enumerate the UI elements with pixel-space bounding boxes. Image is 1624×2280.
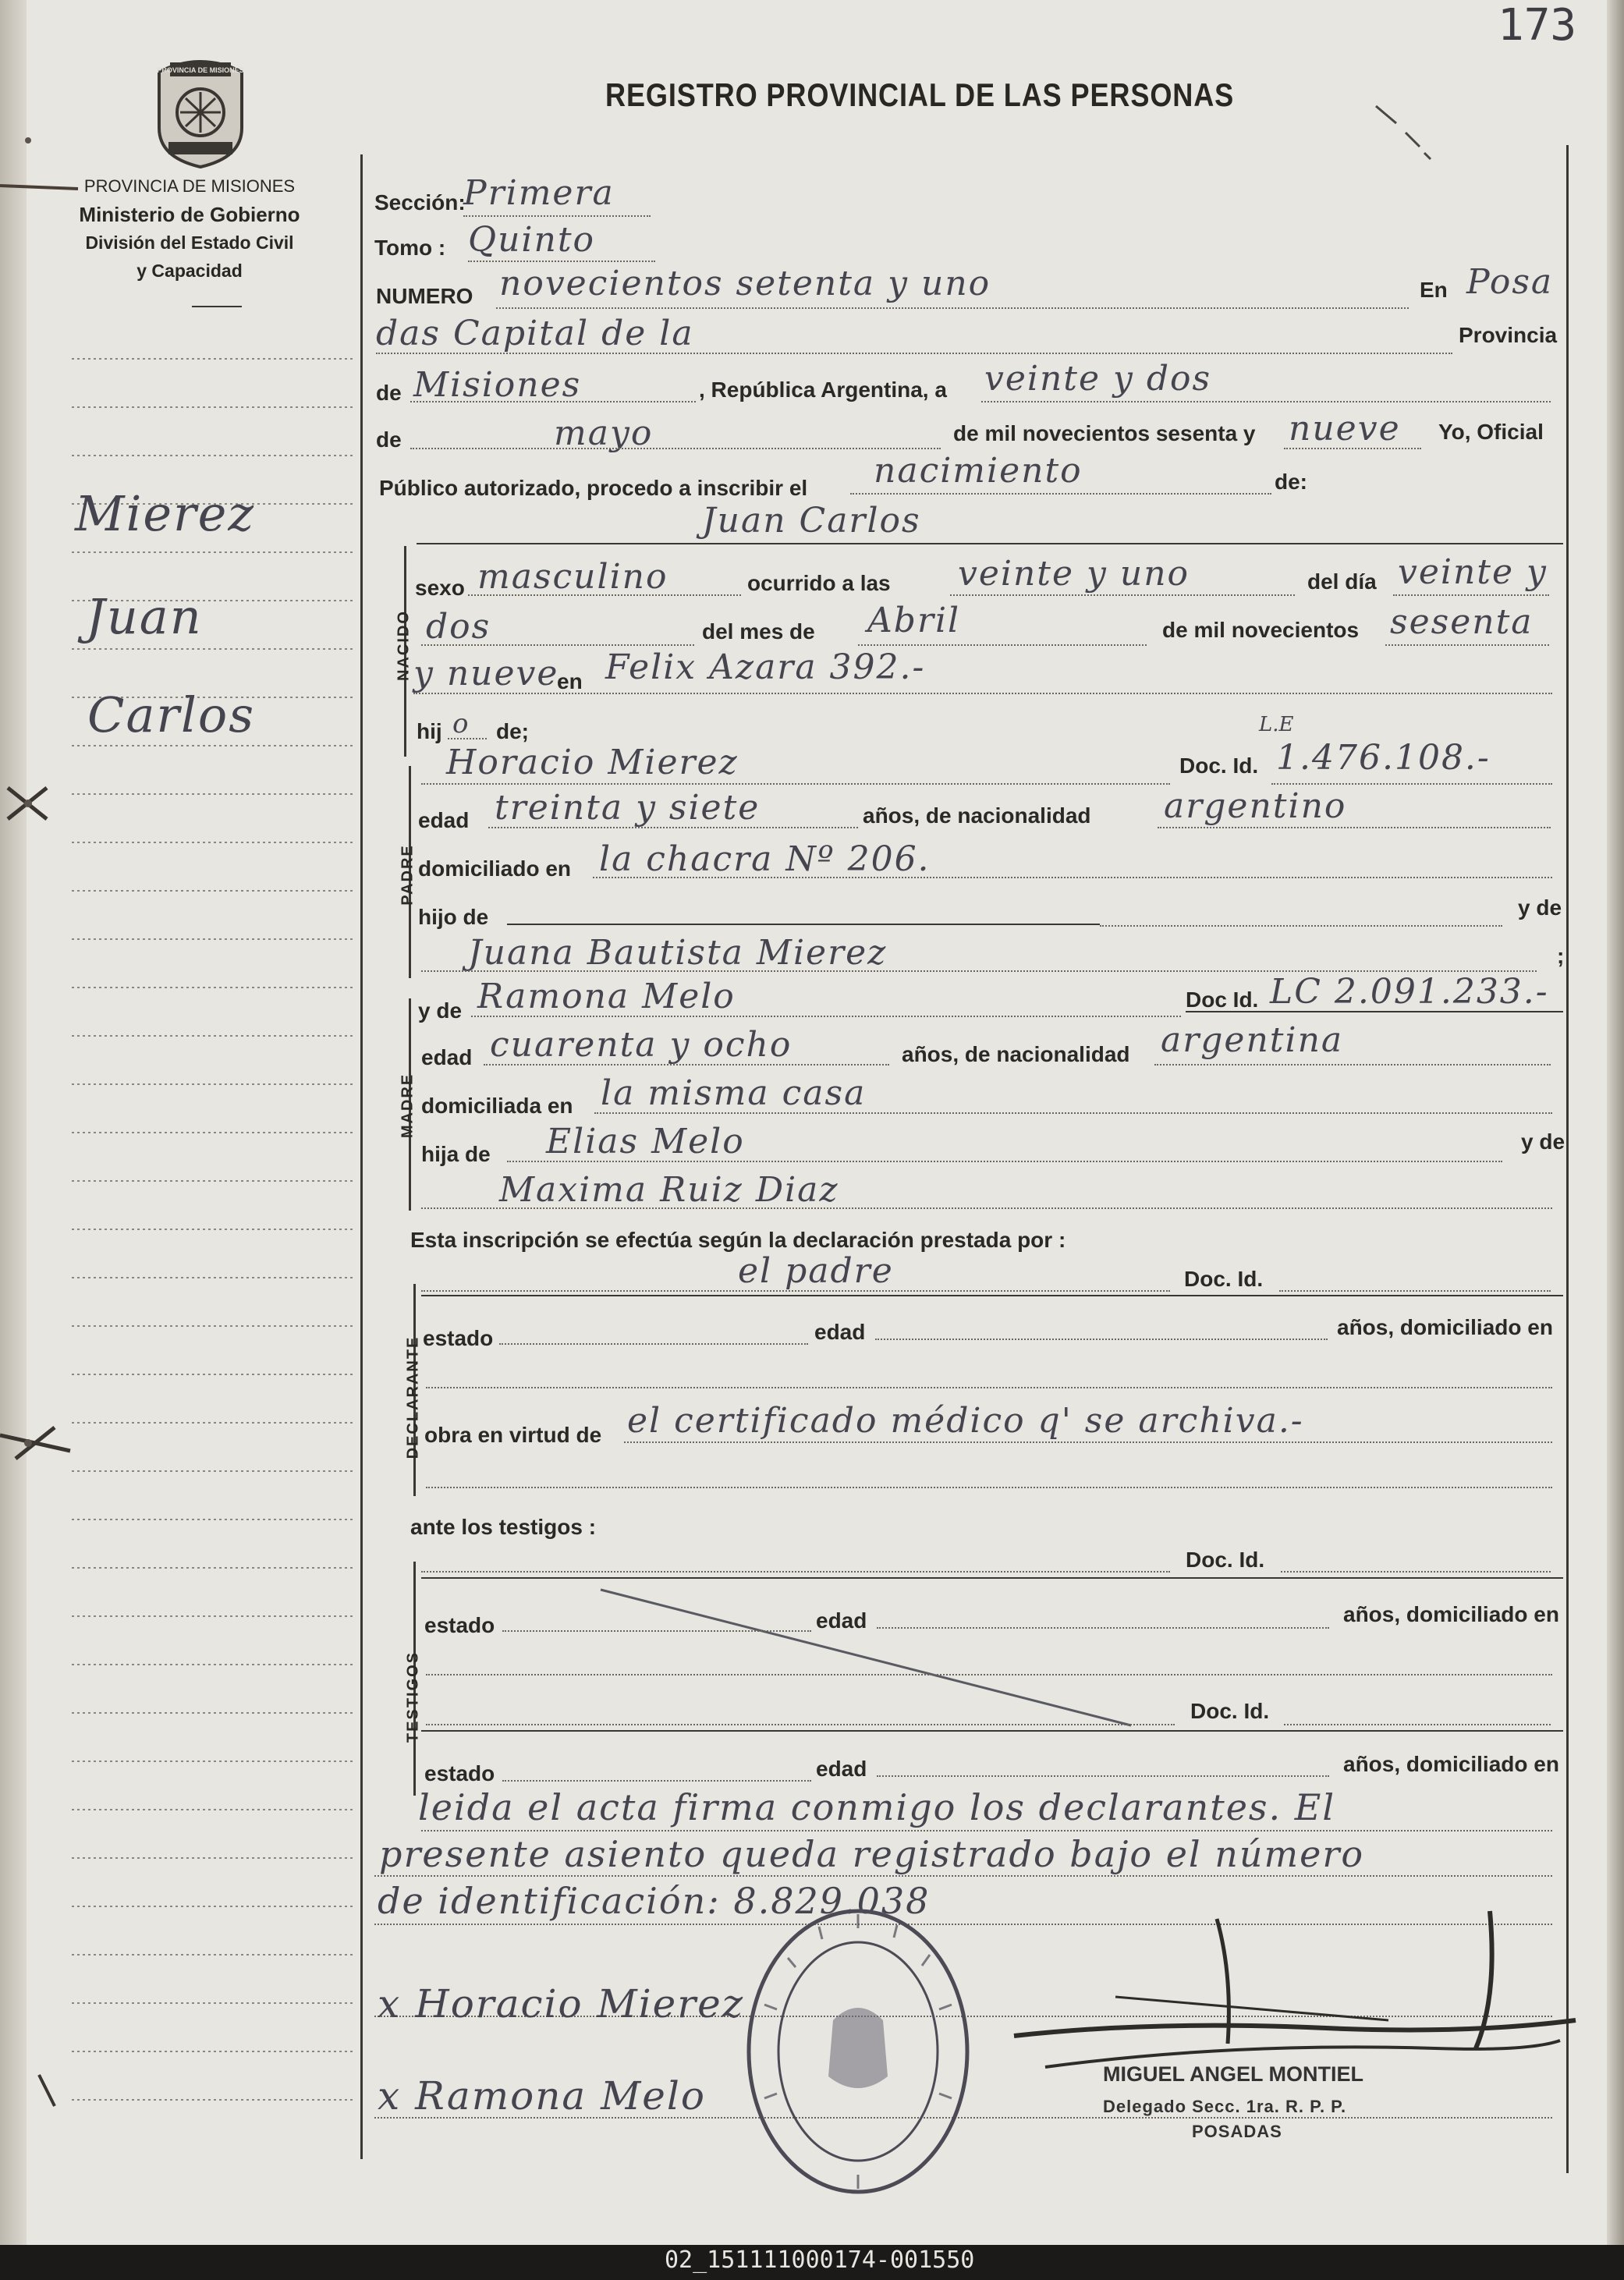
padre-edad-label: edad <box>418 808 470 832</box>
hijo-suffix: o <box>452 708 470 739</box>
madre-nombre: Ramona Melo <box>477 977 736 1016</box>
tomo-label: Tomo : <box>374 236 446 260</box>
seccion-label: Sección: <box>374 190 466 215</box>
de2-label: de <box>376 427 402 452</box>
seccion-value: Primera <box>463 173 615 213</box>
declarante-obra-label: obra en virtud de <box>424 1423 602 1447</box>
testigo2-anios-label: años, domiciliado en <box>1343 1752 1559 1776</box>
tomo-value: Quinto <box>468 220 595 260</box>
declarante-nombre: el padre <box>738 1251 894 1291</box>
declarante-edad-label: edad <box>814 1320 866 1344</box>
padre-hijo-de-label: hijo de <box>418 905 489 929</box>
republica-label: , República Argentina, a <box>699 378 947 402</box>
del-dia-label: del día <box>1307 569 1377 594</box>
sexo-value: masculino <box>477 557 668 597</box>
nacido-section-label: NACIDO <box>395 610 413 681</box>
margin-given-name-2: Carlos <box>87 686 256 743</box>
document-title: REGISTRO PROVINCIAL DE LAS PERSONAS <box>605 76 1235 113</box>
inscripto-value: Juan Carlos <box>702 501 921 541</box>
agency-capacity: y Capacidad <box>137 261 243 281</box>
nota-line-1: leida el acta firma conmigo los declarantes. El <box>418 1786 1336 1828</box>
numero-value: novecientos setenta y uno <box>499 264 991 303</box>
padre-domicilio-label: domiciliado en <box>418 856 572 881</box>
mil-label: de mil novecientos <box>1162 618 1360 642</box>
image-id-footer: 02_151111000174-001550 <box>665 2246 975 2274</box>
testigos-section-label: TESTIGOS <box>404 1651 422 1743</box>
de-label: de <box>376 381 402 405</box>
fecha-anio: nueve <box>1289 409 1401 449</box>
madre-domicilio-value: la misma casa <box>601 1073 867 1113</box>
padre-section-label: PADRE <box>399 844 417 906</box>
margin-surname: Mierez <box>75 485 255 542</box>
firma-madre: x Ramona Melo <box>378 2073 706 2119</box>
dia-value: veinte y <box>1398 552 1548 592</box>
oficial-label: Yo, Oficial <box>1438 420 1544 444</box>
agency-underline <box>192 306 242 307</box>
registrar-city: POSADAS <box>1192 2122 1282 2141</box>
mes-value: Abril <box>867 601 961 640</box>
madre-hija-de-label: hija de <box>421 1142 491 1166</box>
lugar-label: en <box>557 669 583 693</box>
abuelo-materno: Elias Melo <box>546 1122 745 1161</box>
madre-doc-label: Doc Id. <box>1186 988 1259 1012</box>
page-number: 173 <box>1498 0 1577 51</box>
main-right-rule <box>1566 145 1569 2173</box>
hijo-label: hij <box>417 719 442 743</box>
declarante-section-label: DECLARANTE <box>404 1335 422 1459</box>
madre-y-de-label: y de <box>418 998 463 1023</box>
madre-doc-value: LC 2.091.233.- <box>1270 972 1549 1012</box>
sexo-label: sexo <box>415 576 465 600</box>
testigo2-doc-label: Doc. Id. <box>1190 1699 1270 1723</box>
main-left-rule <box>360 154 363 2159</box>
fecha-mes: mayo <box>554 413 654 453</box>
padre-doc-label: Doc. Id. <box>1179 753 1259 778</box>
madre-section-label: MADRE <box>399 1073 417 1139</box>
madre-domicilio-label: domiciliada en <box>421 1094 573 1118</box>
coat-of-arms-icon <box>153 56 248 168</box>
padre-doc-value: 1.476.108.- <box>1276 738 1491 778</box>
madre-y-de2-label: y de <box>1521 1129 1565 1154</box>
declarante-intro: Esta inscripción se efectúa según la declaración prestada por : <box>410 1228 1066 1252</box>
seal-text: PROVINCIA DE MISIONES <box>157 66 244 74</box>
hijo-de-label: de; <box>496 719 529 743</box>
abuela-paterna: Juana Bautista Mierez <box>468 933 888 973</box>
fecha-dia: veinte y dos <box>984 359 1212 399</box>
abuela-materna: Maxima Ruiz Diaz <box>499 1170 839 1210</box>
nota-line-2: presente asiento queda registrado bajo el número <box>379 1833 1365 1875</box>
madre-edad-value: cuarenta y ocho <box>490 1025 792 1065</box>
declarante-doc-label: Doc. Id. <box>1184 1267 1264 1291</box>
testigo2-estado-label: estado <box>424 1761 495 1785</box>
en-label: En <box>1420 278 1448 302</box>
testigos-intro: ante los testigos : <box>410 1515 597 1539</box>
lugar-value: Felix Azara 392.- <box>605 647 926 687</box>
testigo2-edad-label: edad <box>816 1757 867 1781</box>
cancel-strike-line <box>593 1583 1139 1732</box>
hora-value: veinte y uno <box>958 554 1190 594</box>
anio-value: sesenta <box>1390 602 1534 642</box>
registrar-role: Delegado Secc. 1ra. R. P. P. <box>1103 2097 1347 2116</box>
padre-nombre: Horacio Mierez <box>446 743 739 782</box>
agency-province: PROVINCIA DE MISIONES <box>83 176 296 196</box>
place-continuation: das Capital de la <box>376 314 694 353</box>
ocurrido-label: ocurrido a las <box>747 571 891 595</box>
provincia-value: Misiones <box>413 365 582 405</box>
testigo1-anios-label: años, domiciliado en <box>1343 1602 1559 1626</box>
padre-nacionalidad-value: argentino <box>1164 786 1347 826</box>
agency-division: División del Estado Civil <box>85 232 294 253</box>
acto-value: nacimiento <box>874 451 1083 491</box>
testigo1-doc-label: Doc. Id. <box>1186 1548 1265 1572</box>
de-mil-label: de mil novecientos sesenta y <box>953 421 1256 445</box>
en-value: Posa <box>1466 262 1554 302</box>
declarante-estado-label: estado <box>423 1326 494 1350</box>
testigo1-edad-label: edad <box>816 1608 867 1633</box>
mes-label: del mes de <box>702 619 815 644</box>
madre-nacionalidad-label: años, de nacionalidad <box>902 1042 1130 1066</box>
padre-nacionalidad-label: años, de nacionalidad <box>863 803 1091 828</box>
publico-label: Público autorizado, procedo a inscribir el <box>379 476 808 500</box>
registrar-name: MIGUEL ANGEL MONTIEL <box>1103 2062 1364 2086</box>
padre-y-de-label: y de <box>1518 895 1562 920</box>
pencil-mark-icon <box>1373 101 1435 164</box>
padre-edad-value: treinta y siete <box>495 788 761 828</box>
testigo1-estado-label: estado <box>424 1613 495 1637</box>
margin-given-name-1: Juan <box>86 588 203 645</box>
anio-cont: y nueve <box>413 654 559 693</box>
agency-ministry: Ministerio de Gobierno <box>79 203 300 226</box>
padre-domicilio-value: la chacra Nº 206. <box>599 839 931 879</box>
declarante-obra-value: el certificado médico q' se archiva.- <box>627 1401 1304 1441</box>
madre-edad-label: edad <box>421 1045 473 1069</box>
numero-label: NUMERO <box>376 284 473 308</box>
nota-line-3: de identificación: 8.829.038 <box>378 1880 931 1922</box>
de3-label: de: <box>1275 470 1307 494</box>
firma-padre: x Horacio Mierez <box>378 1981 745 2026</box>
madre-nacionalidad-value: argentina <box>1161 1020 1344 1060</box>
dia-cont: dos <box>426 607 491 647</box>
padre-doc-tipo: L.E <box>1259 713 1294 736</box>
provincia-label: Provincia <box>1459 323 1558 347</box>
official-stamp-icon <box>741 1903 975 2200</box>
padre-semicolon: ; <box>1557 944 1565 968</box>
declarante-anios-label: años, domiciliado en <box>1337 1315 1553 1339</box>
